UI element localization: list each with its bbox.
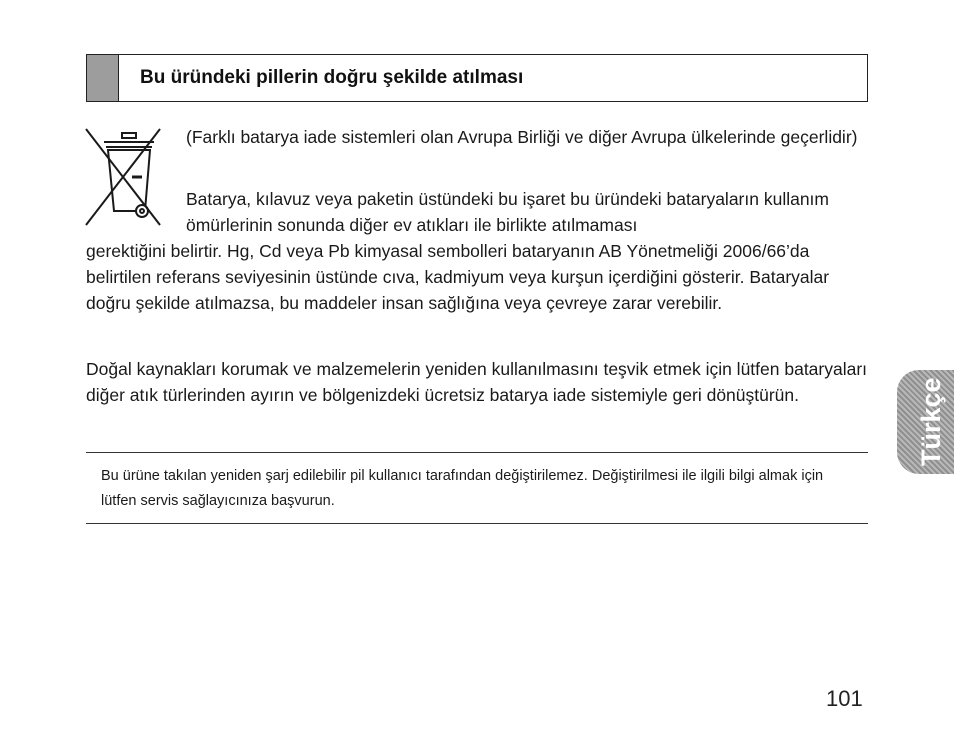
page-number: 101 — [826, 686, 863, 711]
section-header — [86, 54, 868, 102]
section-title: Bu üründeki pillerin doğru şekilde atılması — [140, 67, 524, 88]
mark-description-continued: gerektiğini belirtir. Hg, Cd veya Pb kimyasal sembolleri bataryanın AB Yönetmeliği 2006/66’da belirtilen referans seviyesinin üstünde cıva, kadmiyum veya kurşun içerdiğini gösterir. Bataryalar doğru şekilde atılmazsa, bu maddeler insan sağlığına veya çevreye zarar verebilir. — [86, 241, 830, 313]
note-divider-bottom — [86, 523, 868, 524]
section-header-marker — [87, 55, 119, 101]
applicability-paragraph: (Farklı batarya iade sistemleri olan Avrupa Birliği ve diğer Avrupa ülkelerinde geçerlidir) — [186, 127, 858, 147]
recycling-paragraph: Doğal kaynakları korumak ve malzemelerin yeniden kullanılmasını teşvik etmek için lütfen bataryaları diğer atık türlerinden ayırın ve bölgenizdeki ücretsiz batarya iade sistemiyle geri dönüştürün. — [86, 359, 868, 405]
mark-description-paragraph: Batarya, kılavuz veya paketin üstündeki bu işaret bu üründeki bataryaların kullanım ömürlerinin sonunda diğer ev atıkları ile birlikte atılmaması — [186, 189, 829, 235]
crossed-out-wheelie-bin-icon — [84, 127, 166, 227]
note-divider-top — [86, 452, 868, 453]
language-tab-label: Türkçe — [916, 377, 946, 467]
battery-note: Bu ürüne takılan yeniden şarj edilebilir pil kullanıcı tarafından değiştirilemez. Değiştirilmesi ile ilgili bilgi almak için lütfen servis sağlayıcınıza başvurun. — [101, 468, 824, 509]
